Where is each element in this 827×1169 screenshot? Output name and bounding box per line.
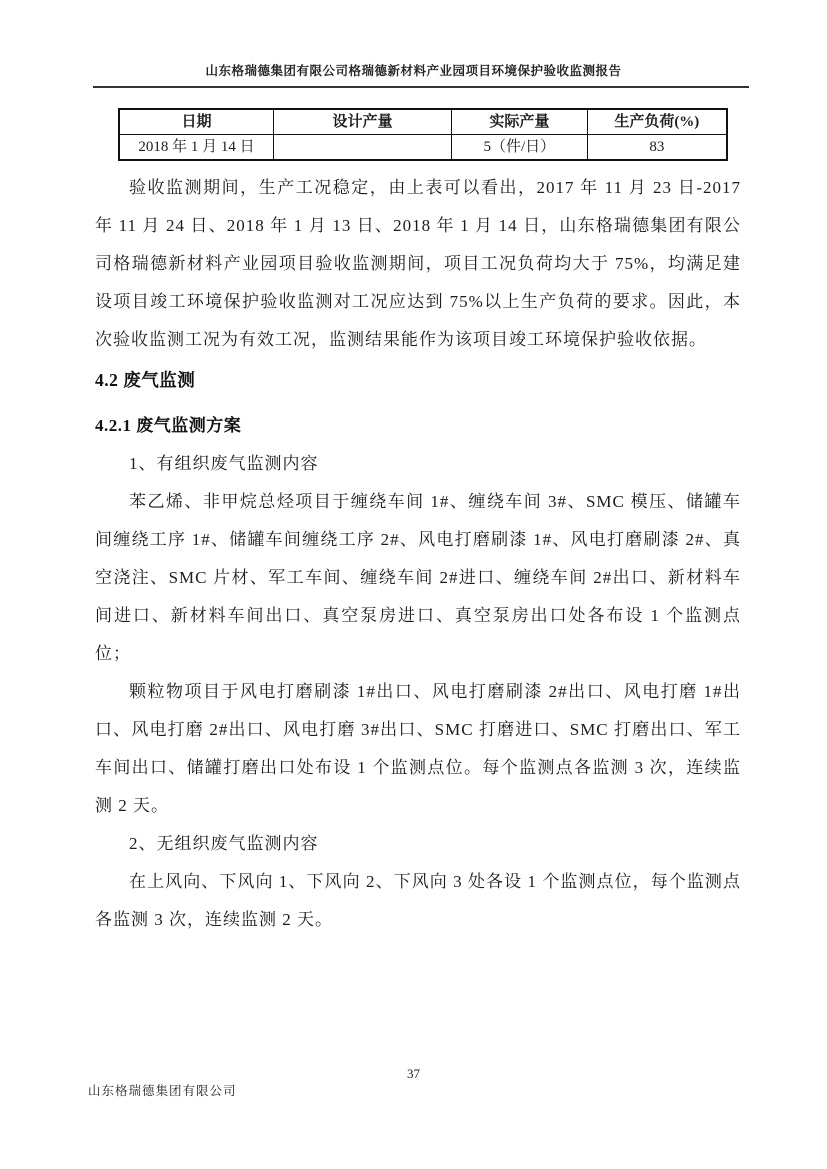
document-content <box>95 108 741 939</box>
column-header-actual-output: 实际产量 <box>452 109 588 135</box>
production-load-table <box>118 108 728 161</box>
paragraph-particulate-monitoring-points: 颗粒物项目于风电打磨刷漆 1#出口、风电打磨刷漆 2#出口、风电打磨 1#出口、风电打磨 2#出口、风电打磨 3#出口、SMC 打磨进口、SMC 打磨出口、军工车间出口、储罐打磨出口处布设 1 个监测点位。每个监测点各监测 3 次，连续监测 2 天。 <box>95 682 741 815</box>
page-header-title: 山东格瑞德集团有限公司格瑞德新材料产业园项目环境保护验收监测报告 <box>205 64 622 78</box>
paragraph-workload-conclusion: 验收监测期间，生产工况稳定，由上表可以看出，2017 年 11 月 23 日-2017 年 11 月 24 日、2018 年 1 月 13 日、2018 年 1 月 14 日，山东格瑞德集团有限公司格瑞德新材料产业园项目验收监测期间，项目工况负荷均大于 75%，均满足建设项目竣工环境保护验收监测对工况应达到 75%以上生产负荷的要求。因此，本次验收监测工况为有效工况，监测结果能作为该项目竣工环境保护验收依据。 <box>95 178 741 349</box>
paragraph-unorganized-monitoring-points: 在上风向、下风向 1、下风向 2、下风向 3 处各设 1 个监测点位，每个监测点各监测 3 次，连续监测 2 天。 <box>95 872 741 929</box>
list-item-organized-monitoring: 1、有组织废气监测内容 <box>129 454 319 473</box>
cell-production-load: 83 <box>587 135 727 161</box>
heading-section-4-2: 4.2 废气监测 <box>95 370 196 390</box>
list-item-unorganized-monitoring: 2、无组织废气监测内容 <box>129 834 319 853</box>
cell-actual-output: 5（件/日） <box>452 135 588 161</box>
column-header-date: 日期 <box>119 109 273 135</box>
footer-company-name: 山东格瑞德集团有限公司 <box>88 1084 237 1098</box>
cell-date: 2018 年 1 月 14 日 <box>119 135 273 161</box>
column-header-design-output: 设计产量 <box>273 109 451 135</box>
cell-design-output <box>273 135 451 161</box>
paragraph-organized-monitoring-points: 苯乙烯、非甲烷总烃项目于缠绕车间 1#、缠绕车间 3#、SMC 模压、储罐车间缠绕工序 1#、储罐车间缠绕工序 2#、风电打磨刷漆 1#、风电打磨刷漆 2#、真空浇注、SMC 片材、军工车间、缠绕车间 2#进口、缠绕车间 2#出口、新材料车间进口、新材料车间出口、真空泵房进口、真空泵房出口处各布设 1 个监测点位； <box>95 492 741 663</box>
heading-subsection-4-2-1: 4.2.1 废气监测方案 <box>95 416 242 435</box>
column-header-production-load: 生产负荷(%) <box>587 109 727 135</box>
header-rule-divider <box>93 86 749 88</box>
table-header-row <box>119 109 727 135</box>
footer-page-number: 37 <box>407 1066 420 1081</box>
table-row <box>119 135 727 161</box>
